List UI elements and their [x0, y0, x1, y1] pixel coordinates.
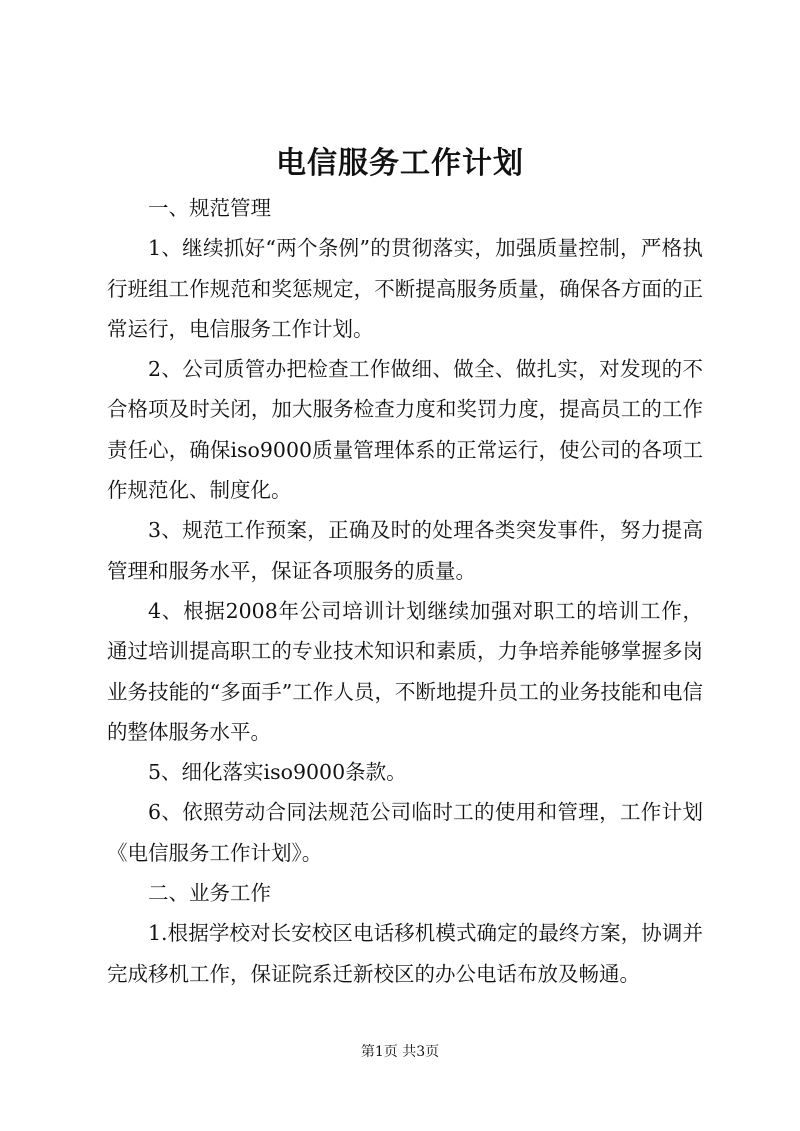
paragraph-2: 2、公司质管办把检查工作做细、做全、做扎实，对发现的不合格项及时关闭，加大服务检查力度和奖罚力度，提高员工的工作责任心，确保iso9000质量管理体系的正常运行，使公司的各项工作规范化、制度化。: [107, 357, 703, 503]
document-body: [107, 188, 703, 994]
paragraph-3: 3、规范工作预案，正确及时的处理各类突发事件，努力提高管理和服务水平，保证各项服务的质量。: [107, 518, 703, 583]
paragraph-4: 4、根据2008年公司培训计划继续加强对职工的培训工作，通过培训提高职工的专业技术知识和素质，力争培养能够掌握多岗业务技能的“多面手”工作人员，不断地提升员工的业务技能和电信的整体服务水平。: [107, 598, 703, 744]
paragraph-1: 1、继续抓好“两个条例”的贯彻落实，加强质量控制，严格执行班组工作规范和奖惩规定，不断提高服务质量，确保各方面的正常运行，电信服务工作计划。: [107, 236, 703, 341]
section-heading-2: 二、业务工作: [148, 881, 271, 906]
section-heading-1: 一、规范管理: [148, 196, 271, 220]
paragraph-6: 6、依照劳动合同法规范公司临时工的使用和管理，工作计划《电信服务工作计划》。: [107, 800, 703, 865]
paragraph-7: 1.根据学校对长安校区电话移机模式确定的最终方案，协调并完成移机工作，保证院系迁新校区的办公电话布放及畅通。: [107, 921, 703, 986]
document-title: 电信服务工作计划: [276, 146, 524, 181]
paragraph-5: 5、细化落实iso9000条款。: [148, 760, 407, 785]
page-footer: 第1页 共3页: [360, 1044, 440, 1060]
